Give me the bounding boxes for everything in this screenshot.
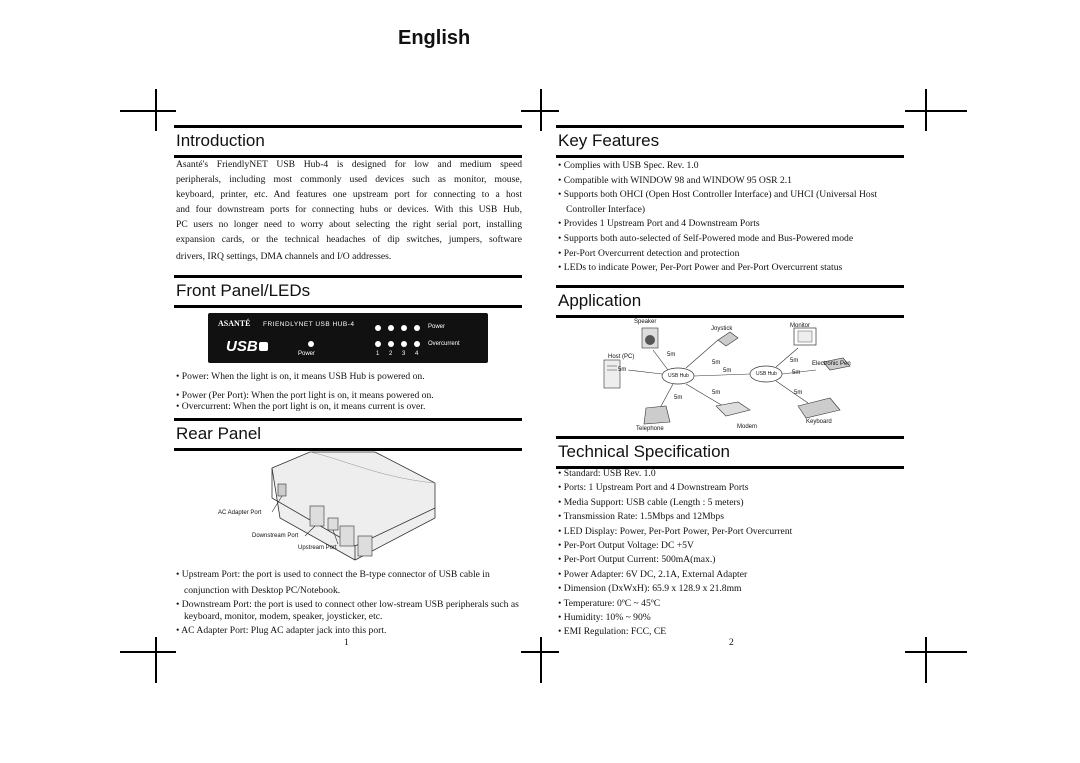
- list-item: • Standard: USB Rev. 1.0: [558, 467, 906, 481]
- distance-label: 5m: [674, 395, 683, 401]
- front-panel-section: [174, 275, 522, 308]
- technical-spec-heading: Technical Specification: [558, 442, 730, 461]
- modem-icon: [716, 402, 750, 416]
- list-item: • Power (Per Port): When the port light is on, it means powered on.: [176, 389, 522, 404]
- list-item: • Humidity: 10% ~ 90%: [558, 611, 906, 625]
- intro-line: expansion cards, or the technical headaches of dip switches, jumpers, software: [176, 234, 522, 245]
- technical-spec-section: [556, 436, 904, 469]
- usb-logo-icon: [259, 342, 268, 351]
- led-icon: [414, 325, 420, 331]
- list-item: • Per-Port Output Voltage: DC +5V: [558, 539, 906, 553]
- intro-line: and four downstream ports for connecting hubs or devices. With this USB Hub,: [176, 204, 522, 215]
- intro-line: keyboard, printer, etc. And features one upstream port for connecting to a host: [176, 189, 522, 200]
- usb-logo: USB: [226, 338, 258, 355]
- key-features-section: [556, 125, 904, 158]
- usb-hub-label: USB Hub: [756, 371, 777, 377]
- joystick-label: Joystick: [711, 326, 733, 332]
- port-number: 4: [415, 351, 419, 357]
- downstream-port-label: Downstream Port: [252, 533, 299, 539]
- distance-label: 5m: [618, 367, 627, 373]
- power-label: Power: [298, 351, 316, 357]
- modem-label: Modem: [737, 424, 758, 430]
- list-item: • AC Adapter Port: Plug AC adapter jack into this port.: [176, 624, 526, 638]
- intro-line: PC users no longer need to worry about selecting the right serial port, installing: [176, 219, 522, 230]
- asante-logo: ASANTÉ: [218, 319, 251, 328]
- page-title: English: [398, 27, 471, 49]
- key-features-list: [558, 159, 906, 276]
- list-item: • Power: When the light is on, it means USB Hub is powered on.: [176, 370, 522, 385]
- list-item: • Power Adapter: 6V DC, 2.1A, External Adapter: [558, 568, 906, 582]
- list-item: • Overcurrent: When the port light is on, it means current is over.: [176, 400, 522, 415]
- led-icon: [401, 325, 407, 331]
- led-icon: [388, 325, 394, 331]
- list-item: • Per-Port Output Current: 500mA(max.): [558, 553, 906, 567]
- distance-label: 5m: [667, 352, 676, 358]
- distance-label: 5m: [723, 368, 732, 374]
- list-item: • EMI Regulation: FCC, CE: [558, 625, 906, 639]
- rear-panel-heading: Rear Panel: [176, 424, 262, 443]
- host-pc-icon: [604, 360, 620, 388]
- distance-label: 5m: [794, 390, 803, 396]
- front-panel-diagram: [208, 313, 488, 363]
- usb-hub-label: USB Hub: [668, 373, 689, 379]
- list-item: • LEDs to indicate Power, Per-Port Power and Per-Port Overcurrent status: [558, 261, 906, 276]
- main-power-led-icon: [308, 341, 314, 347]
- speaker-label: Speaker: [634, 319, 657, 325]
- list-item: • Ports: 1 Upstream Port and 4 Downstream Ports: [558, 481, 906, 495]
- list-item: • Complies with USB Spec. Rev. 1.0: [558, 159, 906, 174]
- introduction-section: [174, 125, 522, 158]
- led-icon: [388, 341, 394, 347]
- list-item: • Supports both auto-selected of Self-Powered mode and Bus-Powered mode: [558, 232, 906, 247]
- distance-label: 5m: [712, 390, 721, 396]
- telephone-icon: [644, 406, 670, 424]
- introduction-text: [176, 157, 522, 264]
- list-item: • Supports both OHCI (Open Host Controller Interface) and UHCI (Universal Host Controller Interface): [558, 188, 906, 217]
- list-item: • Provides 1 Upstream Port and 4 Downstream Ports: [558, 217, 906, 232]
- intro-line: Asanté's FriendlyNET USB Hub-4 is designed for low and medium speed: [176, 159, 522, 170]
- page-number-right: 2: [729, 637, 734, 648]
- list-item: • Dimension (DxWxH): 65.9 x 128.9 x 21.8mm: [558, 582, 906, 596]
- technical-spec-list: [558, 467, 906, 640]
- upstream-port-label: Upstream Port: [298, 545, 337, 551]
- led-power-label: Power: [428, 324, 446, 330]
- distance-label: 5m: [792, 370, 801, 376]
- front-panel-list: [176, 370, 522, 415]
- telephone-label: Telephone: [636, 426, 664, 432]
- list-item: • LED Display: Power, Per-Port Power, Per-Port Overcurrent: [558, 525, 906, 539]
- page-number-left: 1: [344, 637, 349, 648]
- ac-adapter-port-label: AC Adapter Port: [218, 510, 262, 516]
- intro-line: drivers, IRQ settings, DMA channels and I/O addresses.: [176, 251, 392, 262]
- led-icon: [401, 341, 407, 347]
- product-name: FRIENDLYNET USB HUB-4: [263, 321, 355, 328]
- led-icon: [414, 341, 420, 347]
- led-icon: [375, 325, 381, 331]
- led-overcurrent-label: Overcurrent: [428, 341, 460, 347]
- led-icon: [375, 341, 381, 347]
- list-item: • Per-Port Overcurrent detection and protection: [558, 247, 906, 262]
- distance-label: 5m: [790, 358, 799, 364]
- distance-label: 5m: [712, 360, 721, 366]
- keyboard-label: Keyboard: [806, 419, 832, 425]
- joystick-icon: [718, 332, 738, 346]
- list-item: • Compatible with WINDOW 98 and WINDOW 95 OSR 2.1: [558, 174, 906, 189]
- rear-panel-list: [176, 567, 526, 638]
- monitor-label: Monitor: [790, 323, 811, 329]
- port-number: 1: [376, 351, 380, 357]
- intro-line: peripherals, including most commonly used devices such as monitor, mouse,: [176, 174, 522, 185]
- key-features-heading: Key Features: [558, 131, 660, 150]
- list-item: • Media Support: USB cable (Length : 5 meters): [558, 496, 906, 510]
- list-item: • Downstream Port: the port is used to connect other low-stream USB peripherals such as keyboard, monitor, modem, speaker, joysticker, etc.: [176, 599, 526, 624]
- list-item: • Upstream Port: the port is used to connect the B-type connector of USB cable in conjunction with Desktop PC/Notebook.: [176, 567, 526, 599]
- list-item: • Transmission Rate: 1.5Mbps and 12Mbps: [558, 510, 906, 524]
- list-item: • Temperature: 0ºC ~ 45ºC: [558, 597, 906, 611]
- port-number: 3: [402, 351, 406, 357]
- keyboard-icon: [798, 398, 840, 418]
- port-number: 2: [389, 351, 393, 357]
- electronic-pen-label: Electronic Pen: [812, 361, 851, 367]
- application-heading: Application: [558, 291, 642, 310]
- application-section: [556, 285, 904, 318]
- rear-panel-section: [174, 418, 522, 451]
- front-panel-heading: Front Panel/LEDs: [176, 281, 311, 300]
- host-pc-label: Host (PC): [608, 354, 635, 360]
- introduction-heading: Introduction: [176, 131, 265, 150]
